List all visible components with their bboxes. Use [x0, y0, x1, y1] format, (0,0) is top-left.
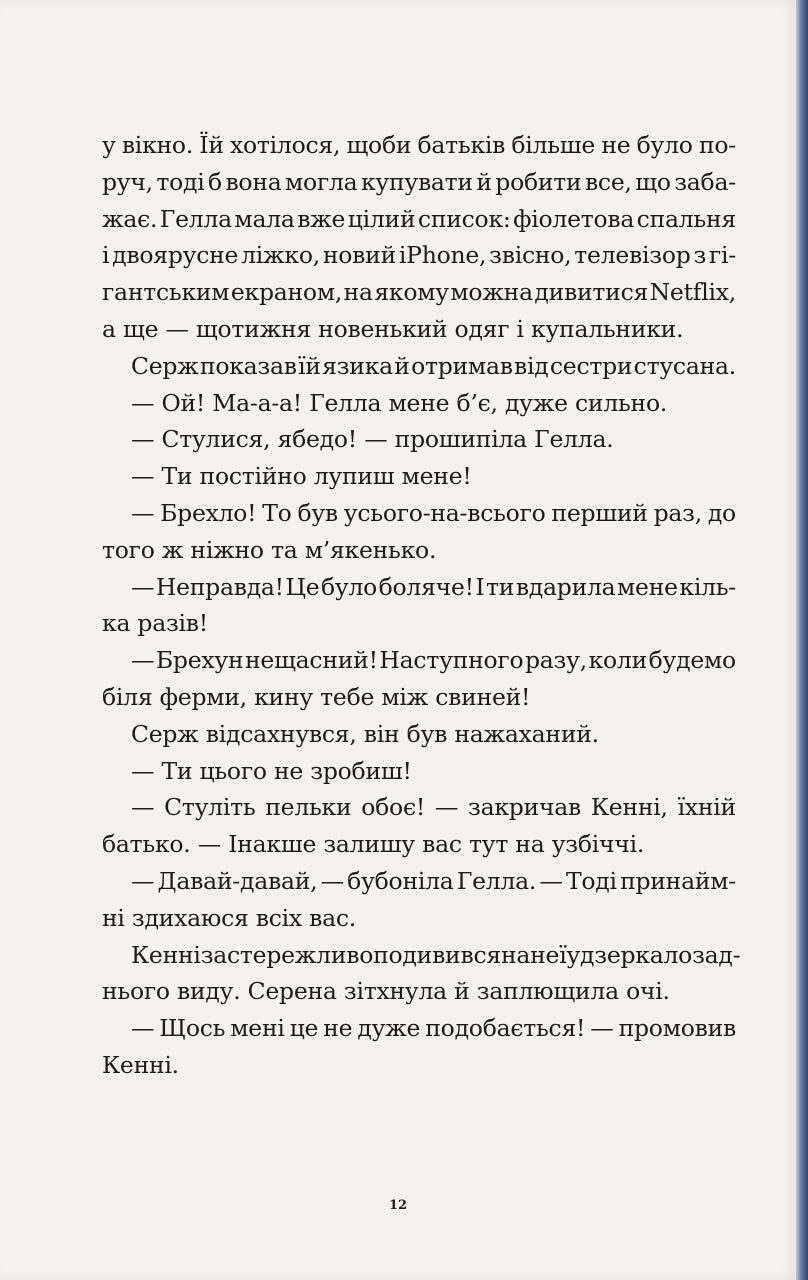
- word: руч,: [102, 167, 153, 196]
- word: у: [566, 940, 581, 969]
- word: Гелла: [159, 204, 232, 233]
- word: новий: [322, 241, 396, 270]
- text-line: [102, 642, 736, 679]
- text-line: [102, 274, 736, 311]
- word: цілий: [347, 204, 416, 233]
- word: сестри: [549, 351, 633, 380]
- word: —: [320, 866, 344, 895]
- word: дивитися: [534, 278, 649, 307]
- word: —: [131, 1014, 155, 1043]
- text-line: [102, 937, 741, 974]
- word: заба-: [674, 167, 736, 196]
- word: Їй: [199, 131, 224, 159]
- text-line: — Стулися, ябедо! — прошипіла Гелла.: [131, 425, 614, 454]
- word: язика: [322, 351, 393, 380]
- word: їхній: [677, 793, 736, 822]
- word: Стуліть: [164, 793, 256, 822]
- word: Брехло!: [160, 498, 257, 527]
- word: Кенні,: [590, 793, 668, 822]
- word: мені: [230, 1014, 285, 1043]
- word: застережливо: [200, 940, 374, 969]
- word: вдарила: [515, 572, 616, 601]
- word: —: [131, 646, 155, 675]
- word: мене: [617, 572, 678, 601]
- word: Netflix,: [649, 278, 736, 307]
- word: Брехун: [155, 646, 244, 675]
- text-line: батько. — Інакше залишу вас тут на узбіччі.: [102, 830, 645, 859]
- text-line: [102, 863, 736, 900]
- text-line: [102, 164, 736, 201]
- text-line: — Ой! Ма-а-а! Гелла мене б’є, дуже сильно.: [131, 388, 668, 417]
- word: й: [394, 351, 410, 380]
- word: Наступного: [379, 646, 524, 675]
- word: —: [131, 498, 155, 527]
- word: це: [289, 1014, 319, 1043]
- text-line: біля ферми, кину тебе між свиней!: [102, 682, 531, 711]
- word: —: [434, 793, 459, 822]
- word: —: [131, 866, 155, 895]
- word: якому: [374, 278, 449, 307]
- word: й: [476, 167, 492, 196]
- text-line: — Ти цього не зробиш!: [131, 756, 412, 785]
- word: від: [514, 351, 549, 380]
- word: будемо: [648, 646, 736, 675]
- word: мала: [234, 204, 295, 233]
- word: могла: [285, 167, 358, 196]
- body-text: [102, 127, 741, 1084]
- word: ти: [486, 572, 515, 601]
- word: обоє!: [361, 793, 426, 822]
- text-line: того ж ніжно та м’якенько.: [102, 535, 437, 564]
- word: б: [208, 167, 222, 196]
- word: ліжко,: [241, 241, 320, 270]
- text-line: [102, 1010, 736, 1047]
- word: до: [707, 498, 736, 527]
- word: на: [500, 940, 531, 969]
- word: разу,: [525, 646, 587, 675]
- word: на: [343, 278, 373, 307]
- word: був: [297, 498, 338, 527]
- word: і: [102, 241, 110, 270]
- word: Кенні: [131, 940, 201, 969]
- word: iPhone,: [398, 241, 487, 270]
- word: —: [590, 1014, 614, 1043]
- word: можна: [450, 278, 533, 307]
- word: І: [475, 572, 485, 601]
- word: зад-: [692, 940, 741, 969]
- word: дуже: [357, 1014, 421, 1043]
- word: батьків: [417, 131, 506, 159]
- text-line: Серж відсахнувся, він був нажаханий.: [131, 719, 599, 748]
- word: перший: [551, 498, 648, 527]
- text-line: Кенні.: [102, 1050, 179, 1079]
- word: вікно.: [121, 131, 194, 159]
- word: Серж: [131, 351, 199, 380]
- word: більше: [511, 131, 596, 159]
- word: було: [636, 131, 693, 159]
- text-line: а ще — щотижня новенький одяг і купальники.: [102, 314, 684, 343]
- text-line: — Ти постійно лупиш мене!: [131, 462, 472, 491]
- word: принайм-: [620, 866, 736, 895]
- word: закричав: [468, 793, 581, 822]
- word: у: [102, 131, 116, 159]
- word: гантським: [102, 278, 230, 307]
- word: Неправда!: [155, 572, 284, 601]
- word: —: [131, 793, 155, 822]
- word: неї: [530, 940, 567, 969]
- text-line: ні здихаюся всіх вас.: [102, 903, 357, 932]
- text-line: [102, 789, 736, 826]
- word: усього-на-всього: [343, 498, 546, 527]
- word: їй: [298, 351, 321, 380]
- word: коли: [588, 646, 647, 675]
- word: з: [693, 241, 707, 270]
- text-line: [102, 201, 736, 238]
- word: звісно,: [489, 241, 572, 270]
- word: телевізор: [574, 241, 691, 270]
- word: спальня: [636, 204, 736, 233]
- word: що: [635, 167, 671, 196]
- word: не: [601, 131, 631, 159]
- word: стусана.: [633, 351, 736, 380]
- word: щоби: [346, 131, 412, 159]
- word: пельки: [265, 793, 352, 822]
- word: вже: [297, 204, 346, 233]
- word: промовив: [618, 1014, 736, 1043]
- word: все,: [584, 167, 632, 196]
- word: жає.: [102, 204, 158, 233]
- word: Давай-давай,: [157, 866, 318, 895]
- text-line: [102, 237, 736, 274]
- word: Тоді: [565, 866, 617, 895]
- page-edge: [796, 0, 808, 1280]
- text-line: [102, 348, 736, 385]
- word: отримав: [411, 351, 513, 380]
- word: Щось: [159, 1014, 226, 1043]
- word: було: [320, 572, 378, 601]
- word: гі-: [708, 241, 736, 270]
- word: нещасний!: [245, 646, 378, 675]
- word: Гелла.: [456, 866, 537, 895]
- word: То: [262, 498, 292, 527]
- word: екраном,: [230, 278, 343, 307]
- word: показав: [199, 351, 297, 380]
- word: фіолетова: [513, 204, 635, 233]
- word: тоді: [156, 167, 205, 196]
- word: список:: [417, 204, 511, 233]
- text-line: нього виду. Серена зітхнула й заплющила очі.: [102, 977, 670, 1006]
- word: не: [323, 1014, 353, 1043]
- word: вона: [225, 167, 282, 196]
- text-line: [102, 127, 736, 164]
- text-line: [102, 569, 736, 606]
- word: кіль-: [679, 572, 736, 601]
- word: хотілося,: [230, 131, 341, 159]
- word: двоярусне: [112, 241, 239, 270]
- word: бубоніла: [347, 866, 454, 895]
- word: —: [539, 866, 563, 895]
- word: купувати: [360, 167, 473, 196]
- page-number: 12: [388, 1198, 408, 1213]
- word: —: [131, 572, 155, 601]
- word: дзеркало: [580, 940, 693, 969]
- word: раз,: [653, 498, 702, 527]
- word: подивився: [373, 940, 501, 969]
- text-line: ка разів!: [102, 609, 208, 638]
- word: подобається!: [425, 1014, 586, 1043]
- word: робити: [495, 167, 582, 196]
- word: Це: [285, 572, 320, 601]
- word: боляче!: [378, 572, 474, 601]
- text-line: [102, 495, 736, 532]
- word: по-: [698, 131, 736, 159]
